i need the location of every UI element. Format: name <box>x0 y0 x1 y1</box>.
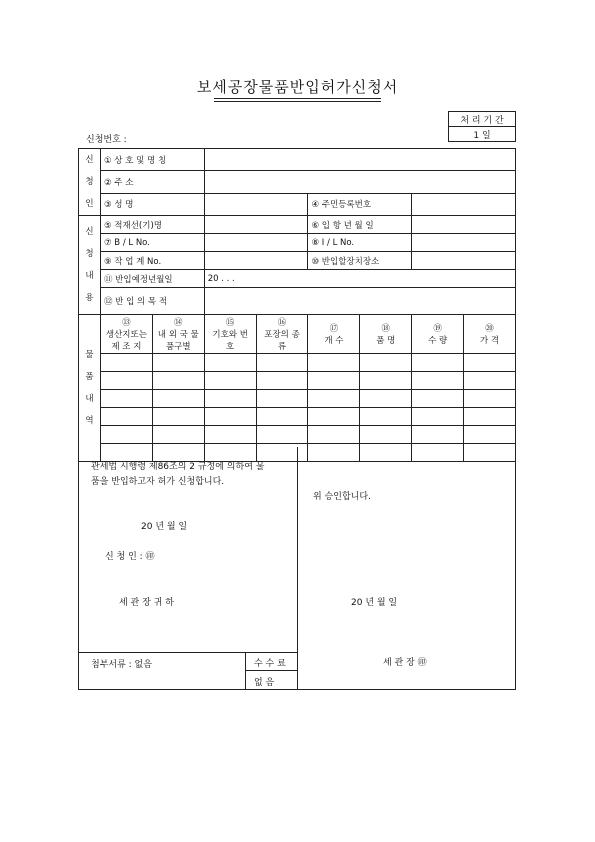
name-field[interactable] <box>204 193 308 215</box>
contents-section-label: 신 청 내 용 <box>79 216 101 315</box>
declaration-date: 20 년 월 일 <box>141 522 188 532</box>
goods-row <box>79 372 516 390</box>
business-name-label: ① 상 호 및 명 칭 <box>100 149 204 171</box>
approval-text: 위 승인합니다. <box>313 492 371 502</box>
il-no-field[interactable] <box>412 234 516 252</box>
applicant-section-label: 신 청 인 <box>79 149 101 216</box>
il-no-label: ⑧ I / L No. <box>308 234 412 252</box>
work-no-field[interactable] <box>204 252 308 270</box>
planned-date-label: ⑪ 반입예정년월일 <box>100 270 204 288</box>
goods-col-domestic-foreign: ⑭ 내 외 국 물품구별 <box>152 315 204 354</box>
application-number-label: 신청번호 : <box>86 135 127 145</box>
arrival-date-label: ⑥ 입 항 년 월 일 <box>308 216 412 234</box>
declaration-text-line2: 품을 반입하고자 허가 신청합니다. <box>91 477 225 487</box>
application-form-table <box>78 148 516 462</box>
purpose-field[interactable] <box>204 288 515 315</box>
goods-row <box>79 390 516 408</box>
vessel-label: ⑤ 적재선(기)명 <box>100 216 204 234</box>
processing-period-box <box>448 111 516 142</box>
business-name-field[interactable] <box>204 149 515 171</box>
form-title: 보세공장물품반입허가신청서 <box>196 78 399 96</box>
goods-row <box>79 426 516 444</box>
fee-value: 없 음 <box>254 678 275 688</box>
goods-row <box>79 408 516 426</box>
signature-section <box>78 447 516 690</box>
goods-col-price: ⑳ 가 격 <box>464 315 516 354</box>
name-label: ③ 성 명 <box>100 193 204 215</box>
processing-label: 처 리 기 간 <box>449 112 516 127</box>
title-underline-2 <box>214 101 381 102</box>
address-label: ② 주 소 <box>100 171 204 193</box>
processing-value: 1 일 <box>449 127 516 142</box>
resident-no-field[interactable] <box>412 193 516 215</box>
arrival-date-field[interactable] <box>412 216 516 234</box>
address-field[interactable] <box>204 171 515 193</box>
goods-col-mark-number: ⑮ 기호와 번 호 <box>204 315 256 354</box>
goods-col-origin: ⑬ 생산지또는 제 조 지 <box>100 315 152 354</box>
storage-place-field[interactable] <box>412 252 516 270</box>
goods-col-item-name: ⑱ 품 명 <box>360 315 412 354</box>
bl-no-field[interactable] <box>204 234 308 252</box>
approval-date: 20 년 월 일 <box>351 598 398 608</box>
fee-label: 수 수 료 <box>254 659 286 669</box>
goods-col-quantity: ⑲ 수 량 <box>412 315 464 354</box>
title-underline <box>214 98 381 99</box>
work-no-label: ⑨ 작 업 계 No. <box>100 252 204 270</box>
attachments-label: 첨부서류 : 없음 <box>91 660 152 670</box>
storage-place-label: ⑩ 반입할장치장소 <box>308 252 412 270</box>
goods-col-package-type: ⑯ 포장의 종 류 <box>256 315 308 354</box>
approval-signer: 세 관 장 ㊞ <box>383 658 427 668</box>
planned-date-field[interactable]: 20 . . . <box>204 270 515 288</box>
goods-col-count: ⑰ 개 수 <box>308 315 360 354</box>
vessel-field[interactable] <box>204 216 308 234</box>
goods-row <box>79 354 516 372</box>
goods-section-label: 물 품 내 역 <box>79 315 101 462</box>
fee-box <box>245 652 298 690</box>
fee-divider <box>246 670 298 671</box>
declaration-text-line1: 관세법 시행령 제86조의 2 규정에 의하여 물 <box>91 462 265 472</box>
purpose-label: ⑫ 반 입 의 목 적 <box>100 288 204 315</box>
declaration-addressee: 세 관 장 귀 하 <box>119 598 174 608</box>
bl-no-label: ⑦ B / L No. <box>100 234 204 252</box>
declaration-applicant: 신 청 인 : ㊞ <box>105 552 155 562</box>
resident-no-label: ④ 주민등록번호 <box>308 193 412 215</box>
